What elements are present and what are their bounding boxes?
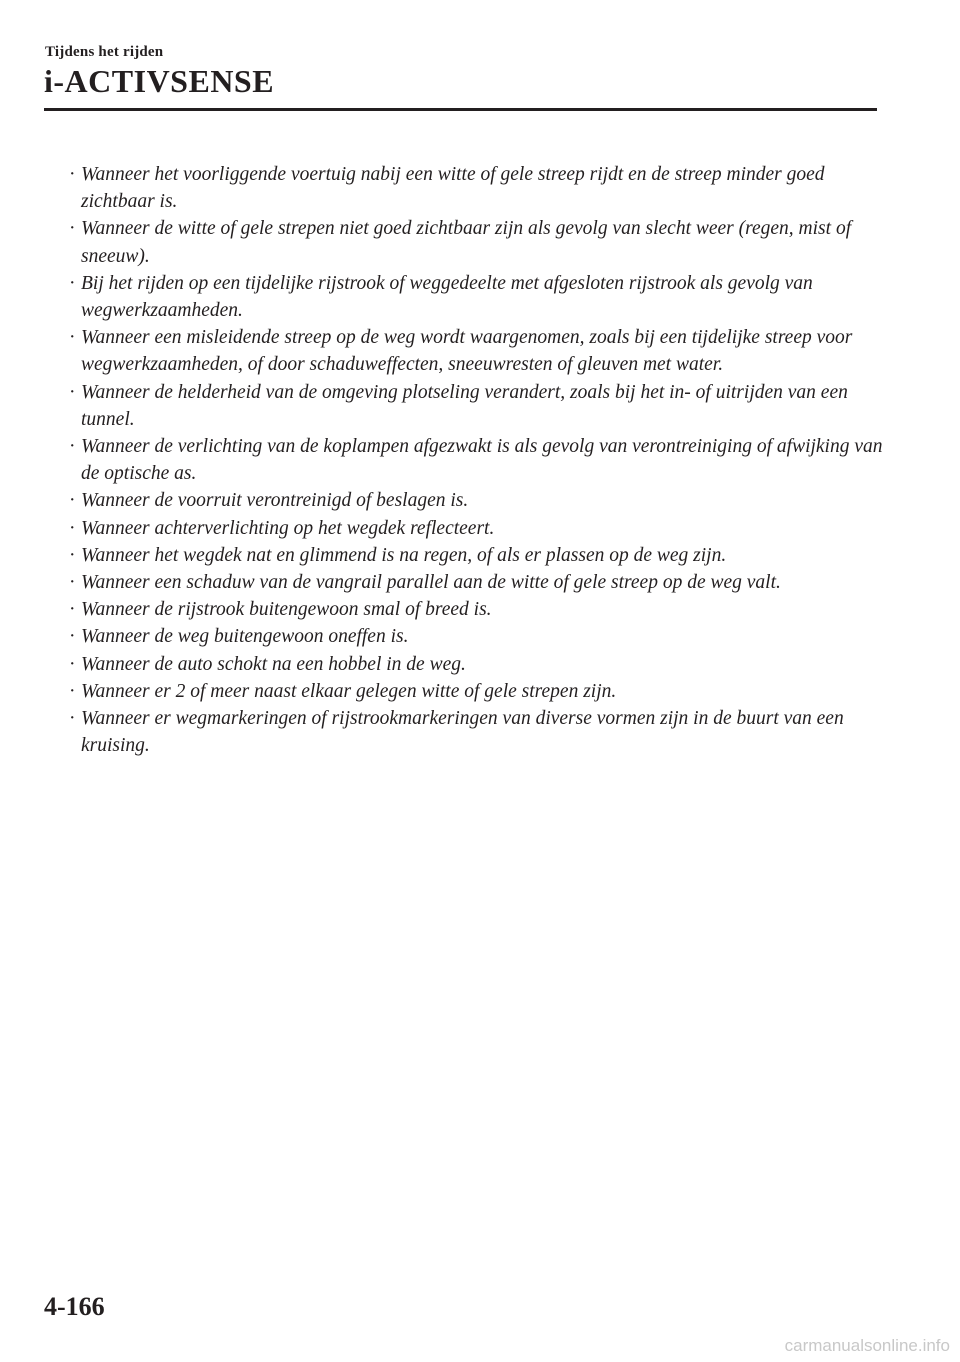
- list-item: [66, 678, 886, 705]
- section-label: Tijdens het rijden: [45, 44, 164, 60]
- list-item: [66, 623, 886, 650]
- bullet-dot: ·: [69, 626, 76, 648]
- page-title: i-ACTIVSENSE: [44, 63, 275, 99]
- list-item-text: Wanneer het wegdek nat en glimmend is na regen, of als er plassen op de weg zijn.: [81, 544, 727, 566]
- list-item-text: Wanneer de witte of gele strepen niet goed zichtbaar zijn als gevolg van slecht weer (regen, mist of sneeuw).: [81, 218, 852, 267]
- bullet-dot: ·: [69, 653, 76, 675]
- page-number: 4-166: [44, 1292, 105, 1321]
- bullet-dot: ·: [69, 680, 76, 702]
- list-item: [66, 651, 886, 678]
- bullet-dot: ·: [69, 490, 76, 512]
- list-item-text: Wanneer het voorliggende voertuig nabij een witte of gele streep rijdt en de streep minder goed zichtbaar is.: [81, 164, 825, 213]
- list-item-text: Wanneer achterverlichting op het wegdek reflecteert.: [81, 517, 495, 539]
- bullet-dot: ·: [69, 708, 76, 730]
- list-item: [66, 270, 886, 324]
- bullet-dot: ·: [69, 572, 76, 594]
- bullet-dot: ·: [69, 381, 76, 403]
- list-item-text: Bij het rijden op een tijdelijke rijstrook of weggedeelte met afgesloten rijstrook als gevolg van wegwerkzaamheden.: [81, 272, 813, 322]
- list-item-text: Wanneer de voorruit verontreinigd of beslagen is.: [81, 490, 469, 512]
- list-item: [66, 705, 886, 759]
- list-item: [66, 161, 886, 215]
- list-item-text: Wanneer de helderheid van de omgeving plotseling verandert, zoals bij het in- of uitrijden van een tunnel.: [81, 381, 848, 430]
- bullet-dot: ·: [69, 544, 76, 566]
- list-item-text: Wanneer een schaduw van de vangrail parallel aan de witte of gele streep op de weg valt.: [81, 572, 781, 594]
- list-item: [66, 596, 886, 623]
- bullet-dot: ·: [69, 436, 76, 458]
- list-item: [66, 569, 886, 596]
- list-item: [66, 324, 886, 378]
- title-divider: [44, 108, 877, 111]
- list-item-text: Wanneer de auto schokt na een hobbel in de weg.: [81, 653, 466, 675]
- bullet-dot: ·: [69, 218, 76, 240]
- bullet-dot: ·: [69, 327, 76, 349]
- list-item: [66, 215, 886, 269]
- list-item: [66, 487, 886, 514]
- list-item-text: Wanneer er wegmarkeringen of rijstrookmarkeringen van diverse vormen zijn in de buurt van een kruising.: [81, 708, 844, 757]
- bullet-dot: ·: [69, 164, 76, 185]
- list-item: [66, 515, 886, 542]
- bullet-dot: ·: [69, 517, 76, 539]
- bullet-dot: ·: [69, 272, 76, 294]
- bullet-list: [66, 161, 886, 759]
- list-item-text: Wanneer de weg buitengewoon oneffen is.: [81, 626, 409, 648]
- list-item-text: Wanneer er 2 of meer naast elkaar gelegen witte of gele strepen zijn.: [81, 680, 617, 702]
- watermark: carmanualsonline.info: [784, 1336, 950, 1355]
- list-item: [66, 433, 886, 487]
- list-item: [66, 542, 886, 569]
- list-item-text: Wanneer een misleidende streep op de weg wordt waargenomen, zoals bij een tijdelijke streep voor wegwerkzaamheden, of door schaduweffecten, sneeuwresten of gleuven met water.: [81, 327, 853, 376]
- list-item: [66, 379, 886, 433]
- list-item-text: Wanneer de verlichting van de koplampen afgezwakt is als gevolg van verontreiniging of afwijking van de optische as.: [81, 436, 883, 485]
- list-item-text: Wanneer de rijstrook buitengewoon smal of breed is.: [81, 599, 492, 621]
- bullet-dot: ·: [69, 599, 76, 621]
